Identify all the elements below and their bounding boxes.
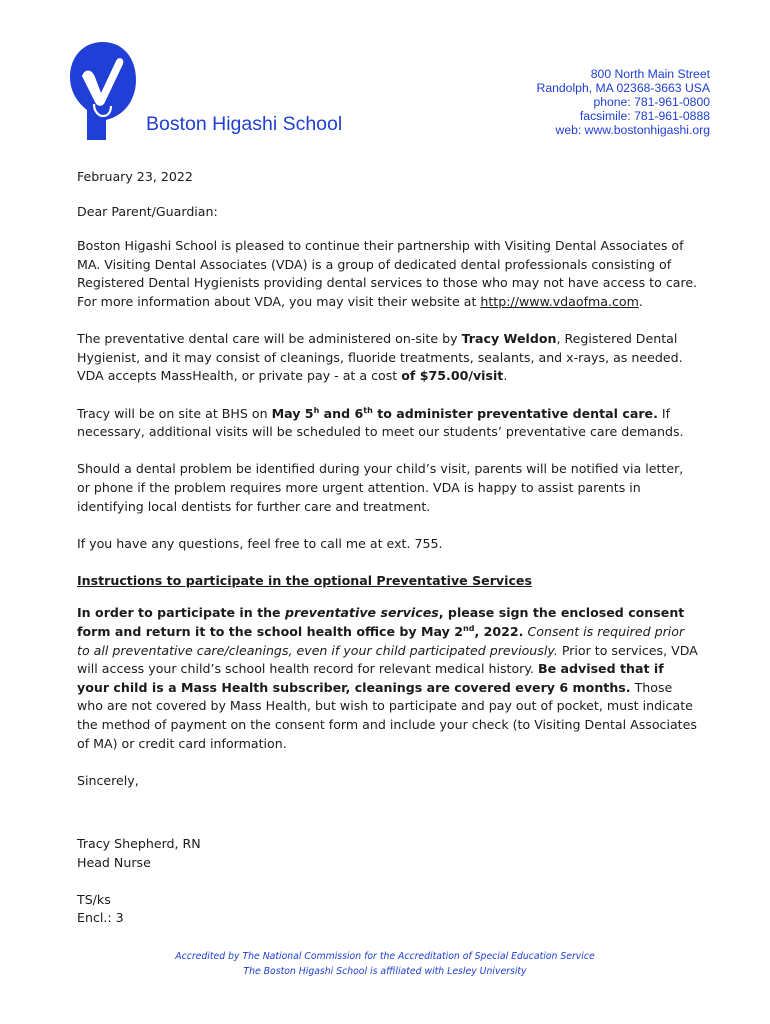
paragraph-intro [77,237,699,311]
paragraph-instructions [77,604,699,753]
paragraph-problem: Should a dental problem be identified during your child’s visit, parents will be notified via letter, or phone if the problem requires more urgent attention. VDA is happy to assist parents in identifying local dentists for further care and treatment. [77,461,684,514]
text: preventative services [285,605,439,621]
signer-title: Head Nurse [77,855,151,870]
text: Prior to services, VDA will access your child’s school health record for relevant medical history. [77,642,698,677]
paragraph-schedule [77,405,699,442]
superscript: th [363,405,373,415]
text: , 2022. [474,624,524,640]
text: Those who are not covered by Mass Health, but wish to participate and pay out of pocket, must indicate the method of payment on the consent form and include your check (to Visiting Dental Associates of MA) or credit card information. [77,679,697,751]
text: The preventative dental care will be administered on-site by [77,331,462,347]
closing: Sincerely, [77,772,139,788]
reference-block [77,891,699,928]
letter-date: February 23, 2022 [77,169,193,184]
text: and 6 [319,405,364,421]
hygienist-name: Tracy Weldon [461,331,557,347]
vda-website-link[interactable]: http://www.vdaofma.com [480,293,639,309]
text: Tracy will be on site at BHS on [77,405,272,421]
accreditation-line: Accredited by The National Commission for the Accreditation of Special Education Service [175,951,595,962]
text: , Registered Dental Hygienist, and it may consist of cleanings, fluoride treatments, sealants, and x-rays, as needed. VDA accepts MassHealth, or private pay - at a cost [77,331,683,384]
enclosure-note: Encl.: 3 [77,910,124,926]
text: May 5 [271,405,314,421]
page-footer [0,949,770,979]
phone-line: phone: 781-961-0800 [593,94,710,109]
address-line: Randolph, MA 02368-3663 USA [536,80,710,95]
text: Be advised that if your child is a Mass Health subscriber, cleanings are covered every 6 months. [77,661,664,695]
affiliation-line: The Boston Higashi School is affiliated with Lesley University [243,966,527,977]
visit-date-1 [272,406,658,421]
superscript: h [313,405,320,415]
letter-body [77,168,699,928]
web-line: web: www.bostonhigashi.org [555,122,710,137]
fax-line: facsimile: 781-961-0888 [579,108,710,123]
initials: TS/ks [77,891,111,907]
signer-name: Tracy Shepherd, RN [77,836,201,852]
check-heart-hand-logo [68,40,138,142]
school-address [537,68,710,138]
text: Instructions to participate in the optional Preventative Services [77,572,532,588]
text: If necessary, additional visits will be scheduled to meet our students’ preventative care demands. [77,405,684,440]
spacer [77,873,699,891]
text: . [503,368,508,384]
text: to administer preventative dental care. [372,405,658,421]
school-name: Boston Higashi School [146,113,343,135]
salutation: Dear Parent/Guardian: [77,203,218,219]
paragraph-questions: If you have any questions, feel free to call me at ext. 755. [77,535,443,551]
text: , please sign the enclosed consent form and return it to the school health office by May 2 [77,605,685,640]
visit-cost: of $75.00/visit [401,368,504,384]
signature-block [77,835,699,872]
text: In order to participate in the [77,605,285,621]
instructions-title [77,572,699,591]
text: Boston Higashi School is pleased to continue their partnership with Visiting Dental Associates of MA. Visiting Dental Associates (VDA) is a group of dedicated dental professionals consisting of Registered Dental Hygienists providing dental services to those who may not have access to care. For more information about VDA, you may visit their website at [77,238,698,309]
text: . [638,293,643,309]
address-line: 800 North Main Street [590,67,710,81]
paragraph-care [77,330,699,386]
superscript: nd [463,623,475,633]
text: Consent is required prior to all preventative care/cleanings, even if your child participated previously. [77,624,685,658]
